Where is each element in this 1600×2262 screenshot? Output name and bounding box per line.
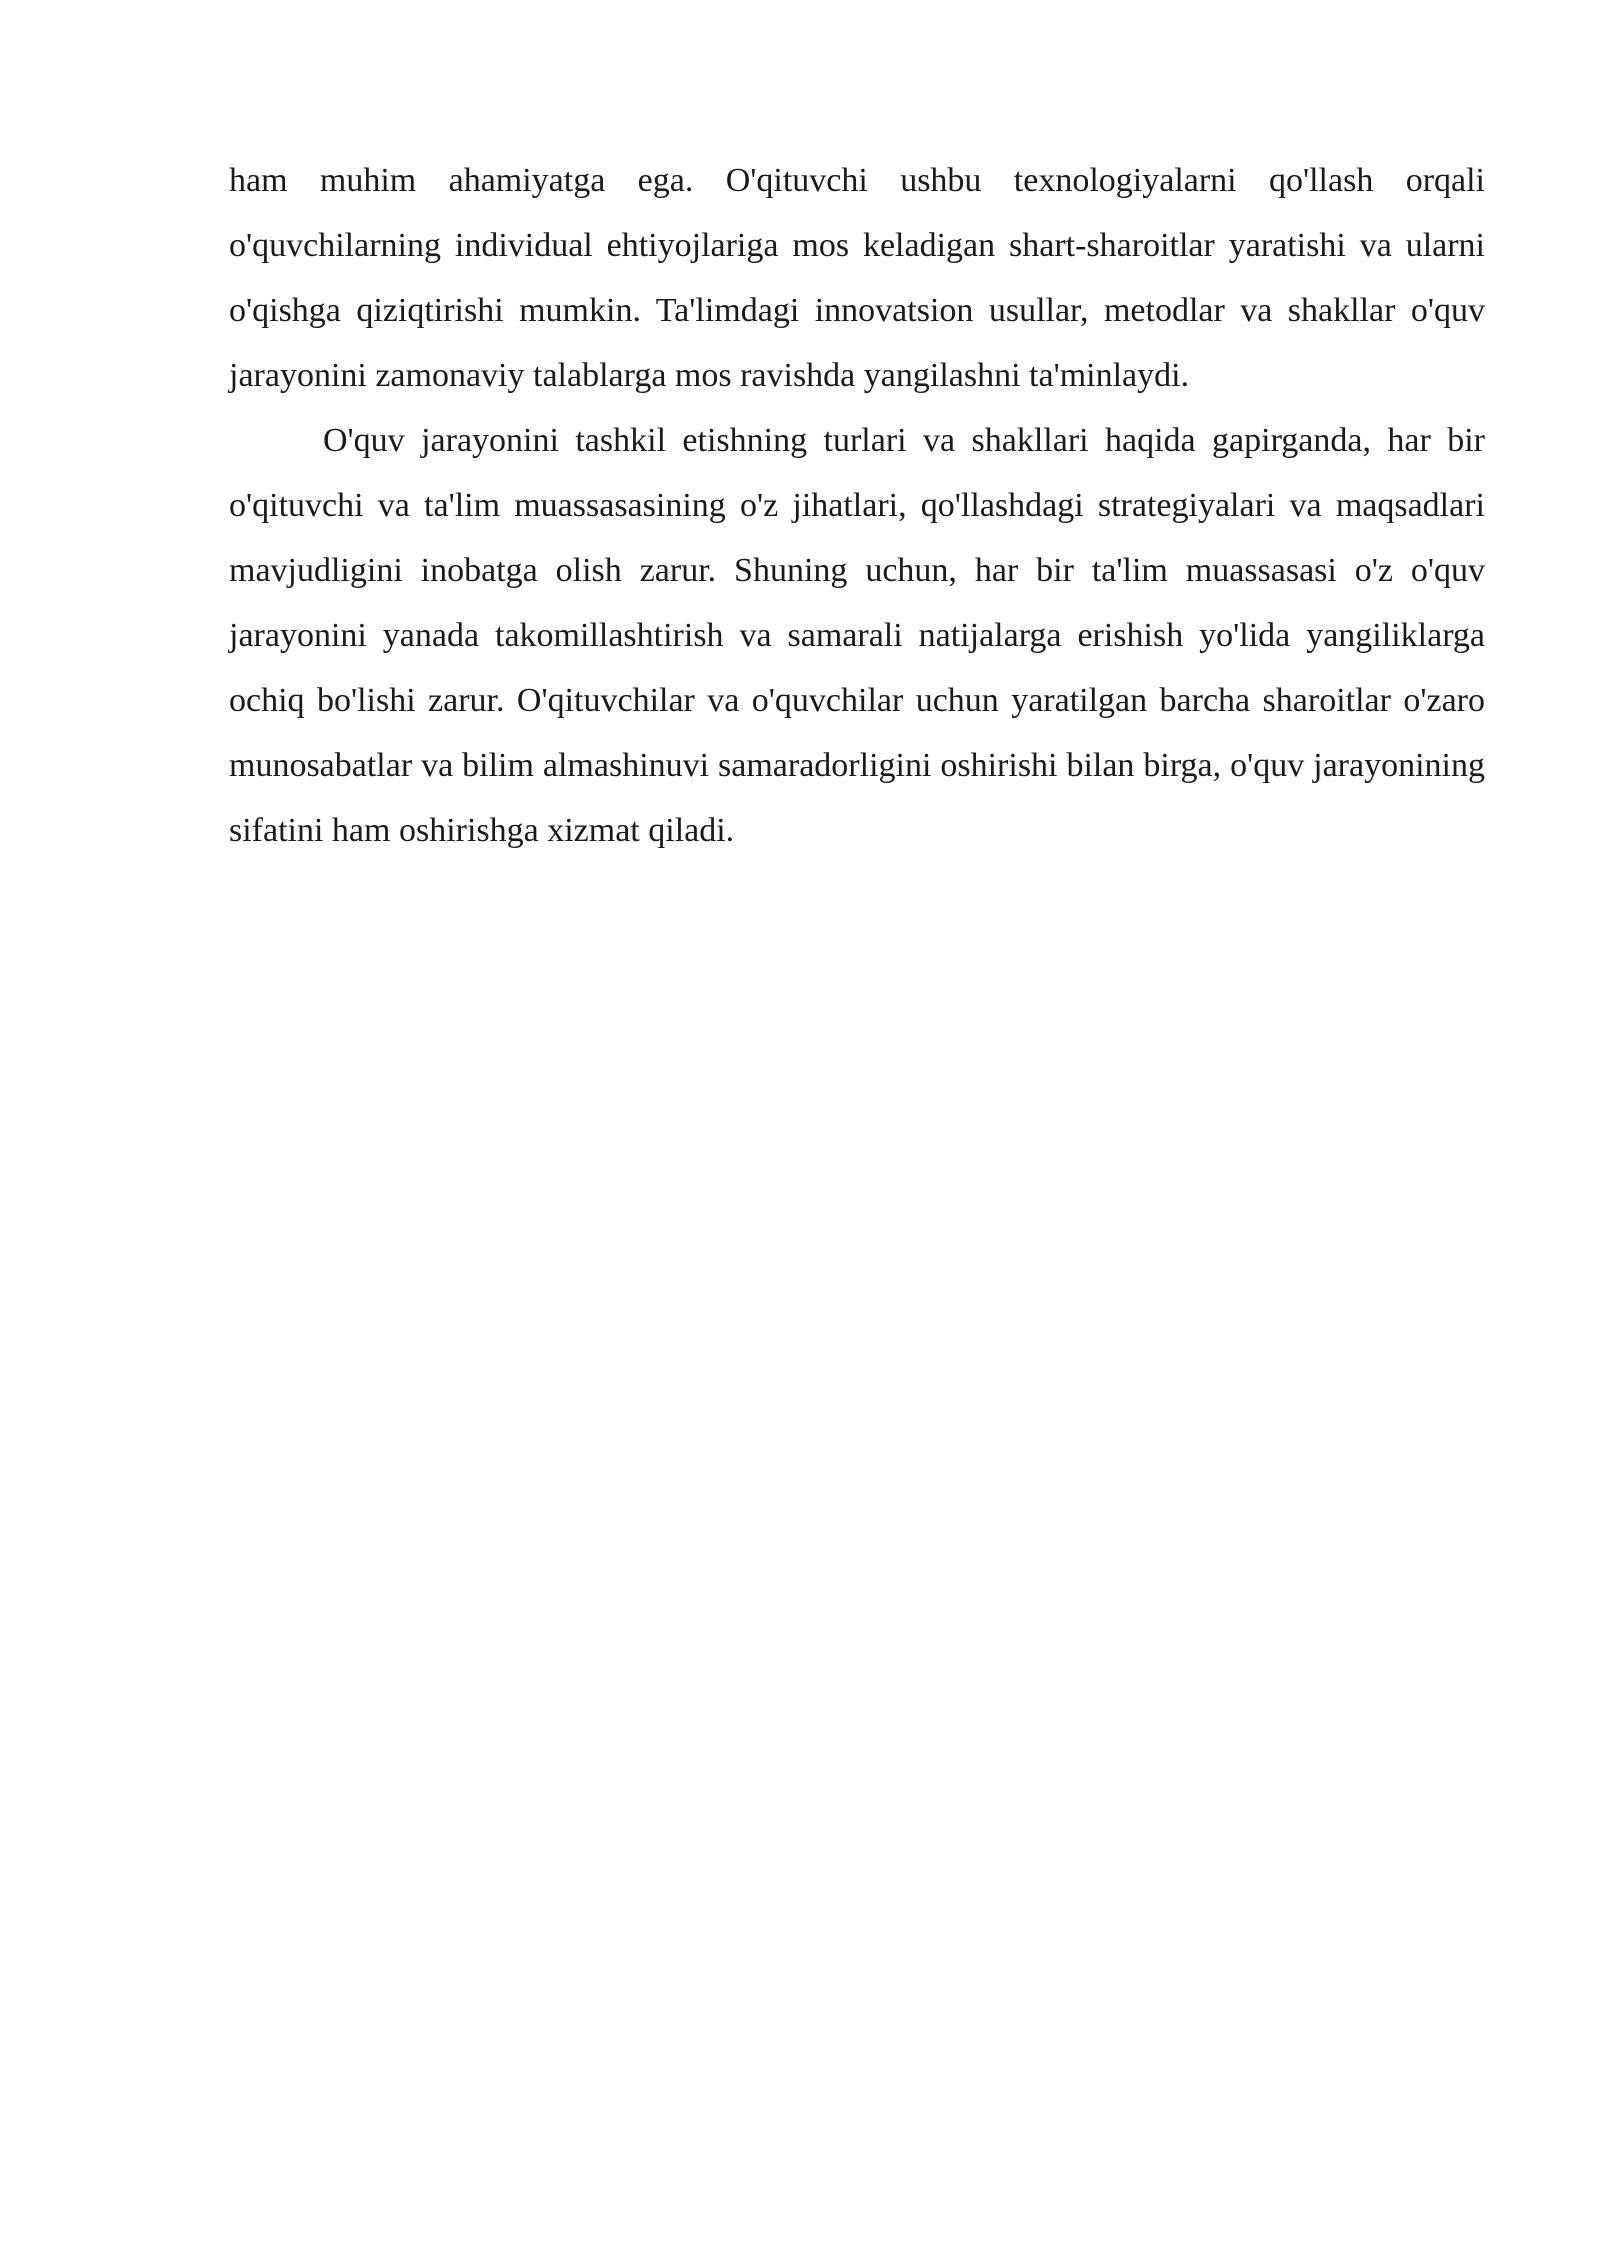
paragraph-indented: O'quv jarayonini tashkil etishning turlari va shakllari haqida gapirganda, har bir o'qituvchi va ta'lim muassasasining o'z jihatlari, qo'llashdagi strategiyalari va maqsadlari mavjudligini inobatga olish zarur. Shuning uchun, har bir ta'lim muassasasi o'z o'quv jarayonini yanada takomillashtirish va samarali natijalarga erishish yo'lida yangiliklarga ochiq bo'lishi zarur. O'qituvchilar va o'quvchilar uchun yaratilgan barcha sharoitlar o'zaro munosabatlar va bilim almashinuvi samaradorligini oshirishi bilan birga, o'quv jarayonining sifatini ham oshirishga xizmat qiladi.: [229, 422, 1485, 849]
body-text: [229, 148, 1485, 863]
paragraph-continuation: ham muhim ahamiyatga ega. O'qituvchi ushbu texnologiyalarni qo'llash orqali o'quvchilarning individual ehtiyojlariga mos keladigan shart-sharoitlar yaratishi va ularni o'qishga qiziqtirishi mumkin. Ta'limdagi innovatsion usullar, metodlar va shakllar o'quv jarayonini zamonaviy talablarga mos ravishda yangilashni ta'minlaydi.: [229, 162, 1485, 394]
